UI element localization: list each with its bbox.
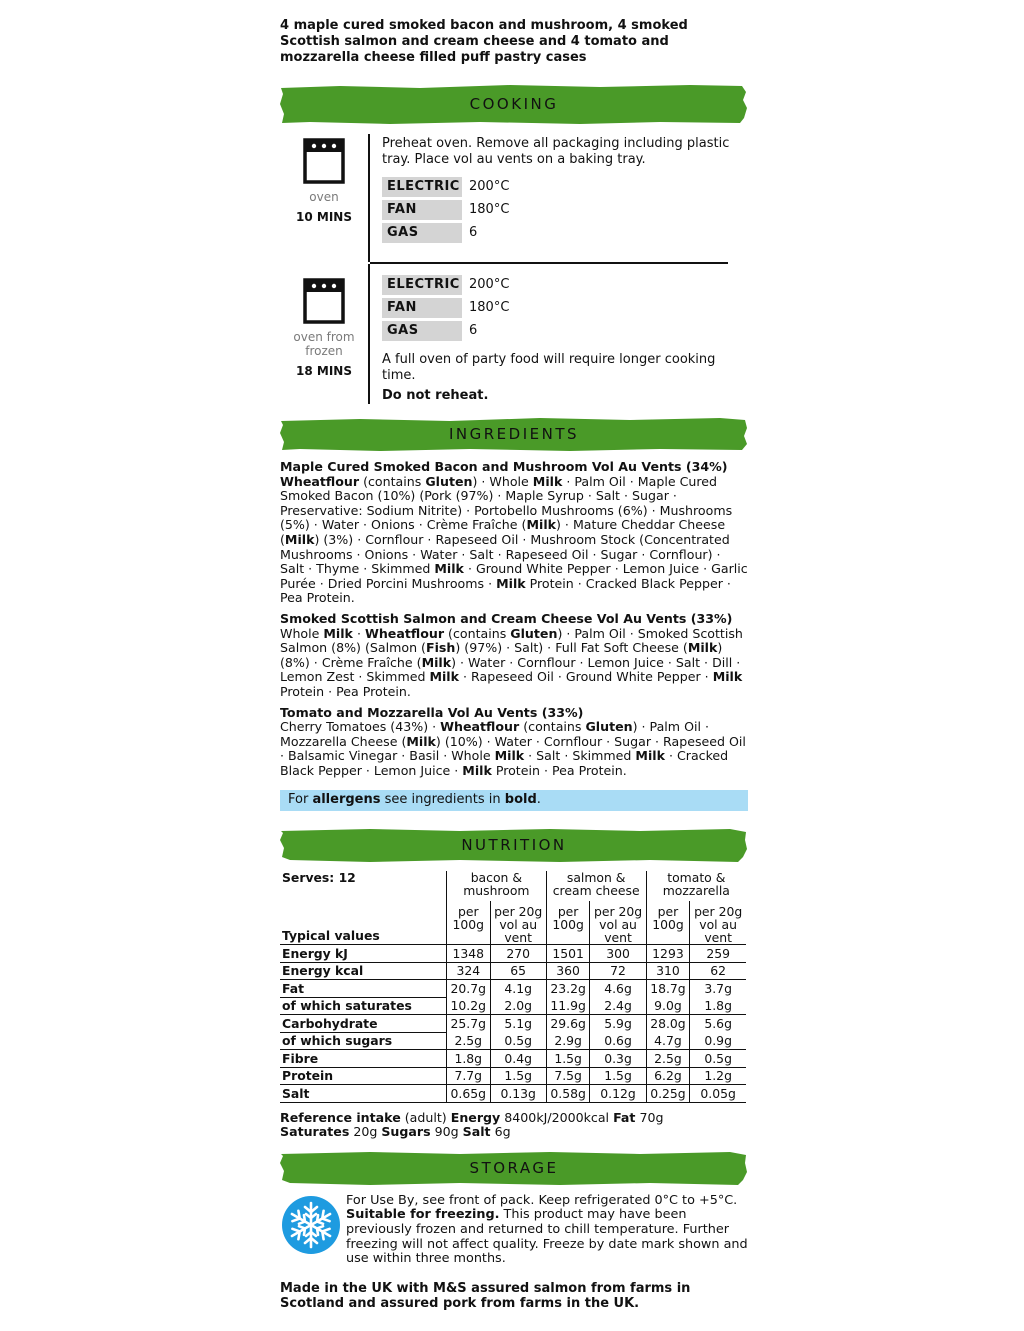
nutrient-value: 5.9g	[590, 1015, 646, 1033]
nutrient-value: 0.5g	[690, 1050, 746, 1068]
nutrient-value: 20.7g	[446, 980, 490, 998]
typical-values: Typical values	[280, 901, 446, 945]
nutrient-value: 1.5g	[590, 1067, 646, 1085]
ingredients-bacon-list: Wheatflour (contains Gluten) · Whole Milk · Palm Oil · Maple Cured Smoked Bacon (10%) (Pork (97%) · Maple Syrup · Salt · Sugar · Preservative: Sodium Nitrite) · Portobello Mushrooms (6%) · Mushrooms (5%) · Water · Onions · Crème Fraîche (Milk) · Mature Cheddar Cheese (Milk) (3%) · Cornflour · Rapeseed Oil · Mushroom Stock (Concentrated Mushrooms · Onions · Water · Salt · Rapeseed Oil · Sugar · Cornflour) · Salt · Thyme · Skimmed Milk · Ground White Pepper · Lemon Juice · Garlic Purée · Dried Porcini Mushrooms · Milk Protein · Cracked Black Pepper · Pea Protein.	[280, 473, 748, 606]
nutrient-value: 0.12g	[590, 1085, 646, 1103]
nutrient-value: 4.1g	[490, 980, 546, 998]
nutrient-value: 2.4g	[590, 997, 646, 1015]
ingredients-title: INGREDIENTS	[448, 425, 580, 443]
group-bacon: bacon & mushroom	[446, 871, 546, 901]
table-row	[280, 1032, 746, 1050]
nutrient-value: 1.8g	[446, 1050, 490, 1068]
oven-icon	[303, 138, 345, 184]
nutrient-value: 7.7g	[446, 1067, 490, 1085]
reference-intake: Reference intake (adult) Energy 8400kJ/2000kcal Fat 70g Saturates 20g Sugars 90g Salt 6g	[280, 1109, 664, 1140]
nutrient-label: Protein	[280, 1067, 446, 1085]
table-row	[280, 980, 746, 998]
snowflake-badge	[280, 1194, 344, 1267]
table-row	[280, 1015, 746, 1033]
oven-icon	[303, 278, 345, 324]
nutrient-label: Fibre	[280, 1050, 446, 1068]
table-row	[280, 1085, 746, 1103]
col-per100: per 100g	[546, 901, 590, 945]
nutrient-value: 5.6g	[690, 1015, 746, 1033]
ingredients-banner	[280, 416, 748, 452]
oven-temperature-table	[382, 174, 509, 246]
nutrition-title: NUTRITION	[461, 836, 567, 855]
frozen-label: oven from frozen	[293, 330, 355, 358]
fan-value: 180°C	[469, 201, 510, 217]
oven-summary	[280, 134, 370, 262]
nutrient-value: 360	[546, 962, 590, 980]
nutrient-value: 0.9g	[690, 1032, 746, 1050]
nutrient-value: 18.7g	[646, 980, 690, 998]
group-salmon: salmon & cream cheese	[546, 871, 646, 901]
nutrient-value: 1.5g	[490, 1067, 546, 1085]
serves: Serves: 12	[282, 870, 356, 886]
oven-section	[280, 134, 748, 262]
nutrient-value: 310	[646, 962, 690, 980]
nutrition-table	[280, 871, 746, 1103]
ingredients-tomato-list: Cherry Tomatoes (43%) · Wheatflour (contains Gluten) · Palm Oil · Mozzarella Cheese (Milk) (10%) · Water · Cornflour · Sugar · Rapeseed Oil · Balsamic Vinegar · Basil · Whole Milk · Salt · Skimmed Milk · Cracked Black Pepper · Lemon Juice · Milk Protein · Pea Protein.	[280, 719, 746, 778]
nutrient-value: 29.6g	[546, 1015, 590, 1033]
temp-row-fan	[382, 200, 509, 220]
frozen-summary	[280, 264, 370, 404]
table-row	[280, 1050, 746, 1068]
nutrient-value: 0.4g	[490, 1050, 546, 1068]
allergen-notice: For allergens see ingredients in bold.	[280, 790, 748, 811]
nutrient-value: 11.9g	[546, 997, 590, 1015]
temp-row-fan	[382, 298, 509, 318]
fan-label: FAN	[382, 298, 462, 318]
ingredients-salmon-title: Smoked Scottish Salmon and Cream Cheese Vol Au Vents (33%)	[280, 610, 733, 626]
nutrient-value: 6.2g	[646, 1067, 690, 1085]
nutrient-value: 23.2g	[546, 980, 590, 998]
col-per20: per 20g vol au vent	[690, 901, 746, 945]
ingredients-bacon-title: Maple Cured Smoked Bacon and Mushroom Vol Au Vents (34%)	[280, 459, 728, 474]
nutrient-value: 324	[446, 962, 490, 980]
snowflake-icon	[280, 1194, 342, 1256]
nutrient-value: 1.5g	[546, 1050, 590, 1068]
group-tomato: tomato & mozzarella	[646, 871, 746, 901]
nutrient-value: 0.13g	[490, 1085, 546, 1103]
ingredients-tomato	[280, 706, 748, 779]
col-per20: per 20g vol au vent	[590, 901, 646, 945]
electric-value: 200°C	[469, 178, 510, 194]
nutrient-value: 7.5g	[546, 1067, 590, 1085]
frozen-time: 18 MINS	[296, 364, 352, 378]
frozen-temperature-table	[382, 272, 509, 344]
nutrient-label: Salt	[280, 1085, 446, 1103]
table-row	[280, 962, 746, 980]
frozen-section	[280, 264, 748, 404]
nutrient-label: Fat	[280, 980, 446, 998]
nutrient-value: 1348	[446, 945, 490, 963]
origin-statement: Made in the UK with M&S assured salmon from farms in Scotland and assured pork from farms in the UK.	[280, 1280, 691, 1311]
nutrient-value: 25.7g	[446, 1015, 490, 1033]
nutrient-value: 270	[490, 945, 546, 963]
ingredients-salmon-list: Whole Milk · Wheatflour (contains Gluten) · Palm Oil · Smoked Scottish Salmon (8%) (Salmon (Fish) (97%) · Salt) · Full Fat Soft Cheese (Milk) (8%) · Crème Fraîche (Milk) · Water · Cornflour · Lemon Juice · Salt · Dill · Lemon Zest · Skimmed Milk · Rapeseed Oil · Ground White Pepper · Milk Protein · Pea Protein.	[280, 625, 743, 699]
gas-label: GAS	[382, 223, 462, 243]
oven-label: oven	[309, 190, 339, 204]
nutrient-label: of which saturates	[280, 997, 446, 1015]
nutrient-label: Carbohydrate	[280, 1015, 446, 1033]
nutrient-value: 259	[690, 945, 746, 963]
gas-value: 6	[469, 224, 478, 240]
frozen-instructions	[370, 264, 748, 404]
nutrient-value: 0.3g	[590, 1050, 646, 1068]
table-row	[280, 997, 746, 1015]
nutrition-column-header	[280, 901, 746, 945]
storage-title: STORAGE	[469, 1158, 559, 1177]
nutrient-value: 3.7g	[690, 980, 746, 998]
nutrient-value: 1.2g	[690, 1067, 746, 1085]
nutrient-value: 62	[690, 962, 746, 980]
nutrient-value: 2.0g	[490, 997, 546, 1015]
nutrition-group-header	[280, 871, 746, 901]
electric-label: ELECTRIC	[382, 177, 462, 197]
electric-value: 200°C	[469, 276, 510, 292]
table-row	[280, 1067, 746, 1085]
nutrient-value: 0.6g	[590, 1032, 646, 1050]
nutrient-label: of which sugars	[280, 1032, 446, 1050]
nutrient-value: 300	[590, 945, 646, 963]
nutrient-value: 4.6g	[590, 980, 646, 998]
fan-value: 180°C	[469, 299, 510, 315]
nutrient-value: 10.2g	[446, 997, 490, 1015]
storage-text: For Use By, see front of pack. Keep refrigerated 0°C to +5°C. Suitable for freezing. This product may have been previously frozen and returned to chill temperature. Further freezing will not affect quality. Freeze by date mark shown and use within three months.	[346, 1192, 748, 1267]
frozen-note: A full oven of party food will require longer cooking time.	[382, 352, 716, 383]
nutrient-value: 1293	[646, 945, 690, 963]
nutrient-value: 65	[490, 962, 546, 980]
ingredients-bacon	[280, 460, 748, 606]
temp-row-gas	[382, 223, 509, 243]
oven-instructions-text: Preheat oven. Remove all packaging including plastic tray. Place vol au vents on a baking tray.	[382, 136, 730, 167]
temp-row-gas	[382, 321, 509, 341]
nutrient-value: 2.5g	[446, 1032, 490, 1050]
electric-label: ELECTRIC	[382, 275, 462, 295]
nutrient-value: 9.0g	[646, 997, 690, 1015]
ingredients-salmon	[280, 612, 748, 700]
nutrient-value: 1.8g	[690, 997, 746, 1015]
nutrient-value: 0.65g	[446, 1085, 490, 1103]
gas-value: 6	[469, 322, 478, 338]
oven-time: 10 MINS	[296, 210, 352, 224]
nutrient-value: 0.58g	[546, 1085, 590, 1103]
storage-banner	[280, 1150, 748, 1186]
nutrient-value: 0.5g	[490, 1032, 546, 1050]
storage-section	[280, 1194, 748, 1267]
product-info-panel	[280, 18, 748, 1311]
col-per100: per 100g	[646, 901, 690, 945]
nutrient-value: 0.05g	[690, 1085, 746, 1103]
nutrient-value: 72	[590, 962, 646, 980]
temp-row-electric	[382, 177, 509, 197]
nutrient-value: 2.9g	[546, 1032, 590, 1050]
cooking-title: COOKING	[469, 95, 559, 113]
nutrient-label: Energy kcal	[280, 962, 446, 980]
nutrition-banner	[280, 827, 748, 863]
nutrient-label: Energy kJ	[280, 945, 446, 963]
col-per20: per 20g vol au vent	[490, 901, 546, 945]
nutrient-value: 0.25g	[646, 1085, 690, 1103]
table-row	[280, 945, 746, 963]
reheat-warning: Do not reheat.	[382, 388, 489, 403]
gas-label: GAS	[382, 321, 462, 341]
ingredients-tomato-title: Tomato and Mozzarella Vol Au Vents (33%)	[280, 704, 584, 720]
nutrient-value: 4.7g	[646, 1032, 690, 1050]
col-per100: per 100g	[446, 901, 490, 945]
nutrient-value: 1501	[546, 945, 590, 963]
fan-label: FAN	[382, 200, 462, 220]
cooking-banner	[280, 82, 748, 126]
nutrient-value: 5.1g	[490, 1015, 546, 1033]
nutrient-value: 28.0g	[646, 1015, 690, 1033]
nutrient-value: 2.5g	[646, 1050, 690, 1068]
oven-instructions	[370, 134, 748, 262]
product-description: 4 maple cured smoked bacon and mushroom, 4 smoked Scottish salmon and cream cheese and 4 tomato and mozzarella cheese filled puff pastry cases	[280, 18, 688, 65]
temp-row-electric	[382, 275, 509, 295]
